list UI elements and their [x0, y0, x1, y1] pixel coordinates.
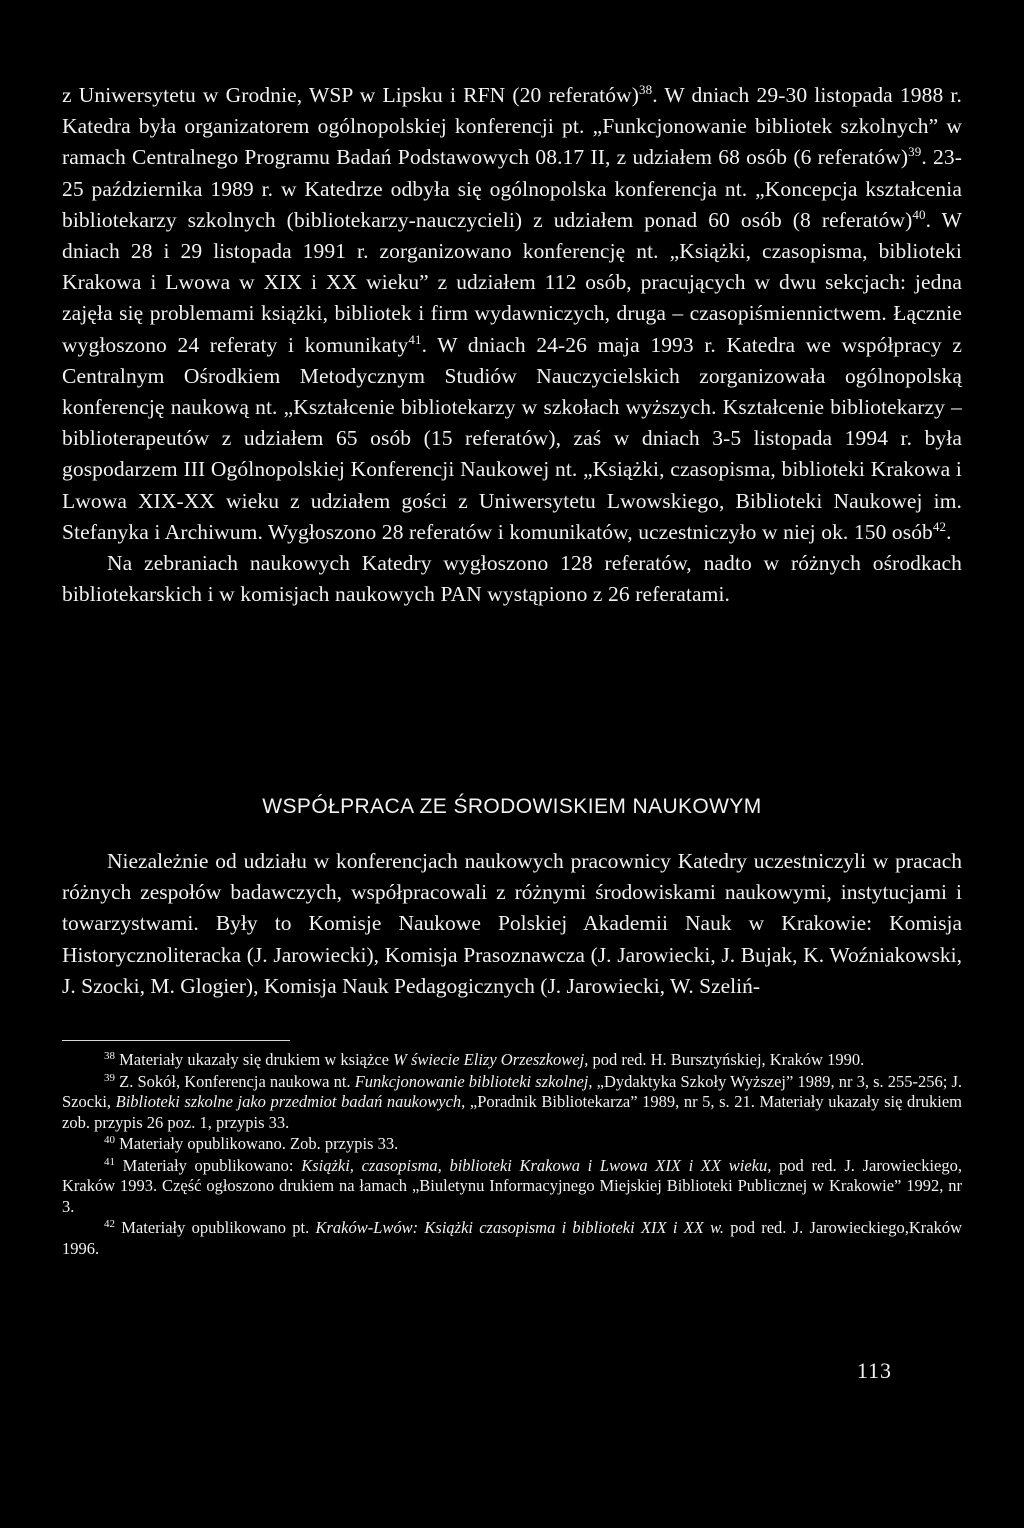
paragraph: Niezależnie od udziału w konferencjach naukowych pracownicy Katedry uczestniczyli w pracach różnych zespołów badawczych, współpracowali z różnymi środowiskami naukowymi, instytucjami i towarzystwami. Były to Komisje Naukowe Polskiej Akademii Nauk w Krakowie: Komisja Historycznoliteracka (J. Jarowiecki), Komisja Prasoznawcza (J. Jarowiecki, J. Bujak, K. Woźniakowski, J. Szocki, M. Glogier), Komisja Nauk Pedagogicznych (J. Jarowiecki, W. Szeliń- [62, 849, 962, 998]
text-run-italic: Funkcjonowanie biblioteki szkolnej, [354, 1071, 593, 1091]
main-text [62, 80, 962, 610]
text-run: . W dniach 24-26 maja 1993 r. Katedra we współpracy z Centralnym Ośrodkiem Metodycznym Studiów Nauczycielskich zorganizowała ogólnopolską konferencję naukową nt. „Kształcenie bibliotekarzy w szkołach wyższych. Kształcenie bibliotekarzy – biblioterapeutów z udziałem 65 osób (15 referatów), zaś w dniach 3-5 listopada 1994 r. była gospodarzem III Ogólnopolskiej Konferencji Naukowej nt. „Książki, czasopisma, biblioteki Krakowa i Lwowa XIX-XX wieku z udziałem gości z Uniwersytetu Lwowskiego, Biblioteki Naukowej im. Stefanyka i Archiwum. Wygłoszono 28 referatów i komunikatów, uczestniczyło w niej ok. 150 osób [62, 332, 962, 544]
text-run: Materiały opublikowano. Zob. przypis 33. [115, 1134, 399, 1153]
footnote-ref[interactable]: 40 [912, 206, 926, 222]
text-run-italic: Kraków-Lwów: Książki czasopisma i biblioteki XIX i XX w. [315, 1218, 724, 1237]
text-run: pod red. J. Jarowieckiego, Kraków 1993. Część ogłoszono drukiem na łamach „Biuletynu Informacyjnego Miejskiej Biblioteki Publicznej w Krakowie” 1992, nr 3. [62, 1155, 962, 1216]
text-run: Materiały opublikowano: [115, 1155, 302, 1175]
text-run: . 23-25 października 1989 r. w Katedrze odbyła się ogólnopolska konferencja nt. „Koncepcja kształcenia bibliotekarzy szkolnych (bibliotekarzy-nauczycieli) z udziałem ponad 60 osób (8 referatów) [62, 145, 962, 232]
paragraph [62, 80, 962, 548]
footnote-41 [62, 1156, 962, 1218]
footnote-number: 40 [104, 1134, 115, 1146]
text-run: „Poradnik Bibliotekarza” 1989, nr 5, s. 21. Materiały ukazały się drukiem zob. przypis 26 poz. 1, przypis 33. [62, 1092, 962, 1132]
footnote-ref[interactable]: 41 [408, 331, 422, 347]
footnote-ref[interactable]: 39 [908, 144, 922, 160]
text-run-italic: W świecie Elizy Orzeszkowej, [393, 1050, 589, 1069]
text-run: pod red. J. Jarowieckiego,Kraków 1996. [62, 1218, 963, 1258]
footnote-38 [62, 1050, 962, 1071]
page-number: 113 [856, 1358, 892, 1383]
text-run: Materiały opublikowano pt. [115, 1218, 316, 1237]
footnote-40 [62, 1134, 962, 1155]
footnote-number: 39 [104, 1071, 115, 1084]
text-run-italic: Biblioteki szkolne jako przedmiot badań naukowych, [115, 1092, 466, 1111]
text-run: Z. Sokół, Konferencja naukowa nt. [115, 1071, 355, 1091]
footnote-39 [62, 1072, 962, 1134]
text-run: Materiały ukazały się drukiem w książce [115, 1050, 394, 1069]
text-run: pod red. H. Bursztyńskiej, Kraków 1990. [588, 1050, 865, 1069]
footnotes [62, 1050, 962, 1260]
footnote-ref[interactable]: 38 [638, 82, 653, 97]
section-text [62, 846, 962, 1002]
footnote-divider [62, 1040, 290, 1041]
text-run: . W dniach 28 i 29 listopada 1991 r. zorganizowano konferencję nt. „Książki, czasopisma, biblioteki Krakowa i Lwowa w XIX i XX wieku” z udziałem 112 osób, pracujących w dwu sekcjach: jedna zajęła się problemami książki, bibliotek i firm wydawniczych, druga – czasopiśmiennictwem. Łącznie wygłoszono 24 referaty i komunikaty [62, 207, 962, 357]
footnote-42 [62, 1218, 962, 1259]
text-run: z Uniwersytetu w Grodnie, WSP w Lipsku i RFN (20 referatów) [62, 83, 639, 107]
footnote-number: 38 [104, 1050, 115, 1062]
text-run: . W dniach 29-30 listopada 1988 r. Katedra była organizatorem ogólnopolskiej konferencji pt. „Funkcjonowanie bibliotek szkolnych” w ramach Centralnego Programu Badań Podstawowych 08.17 II, z udziałem 68 osób (6 referatów) [62, 83, 962, 170]
text-run: . [946, 519, 952, 544]
text-run: „Dydaktyka Szkoły Wyższej” 1989, nr 3, s. 255-256; J. Szocki, [62, 1071, 963, 1111]
paragraph: Na zebraniach naukowych Katedry wygłoszono 128 referatów, nadto w różnych ośrodkach bibliotekarskich i w komisjach naukowych PAN wystąpiono z 26 referatami. [62, 551, 962, 607]
footnote-number: 41 [104, 1155, 115, 1168]
text-run-italic: Książki, czasopisma, biblioteki Krakowa i Lwowa XIX i XX wieku, [301, 1155, 772, 1175]
footnote-ref[interactable]: 42 [932, 518, 947, 534]
section-heading: WSPÓŁPRACA ZE ŚRODOWISKIEM NAUKOWYM [262, 795, 762, 818]
footnote-number: 42 [104, 1218, 115, 1230]
